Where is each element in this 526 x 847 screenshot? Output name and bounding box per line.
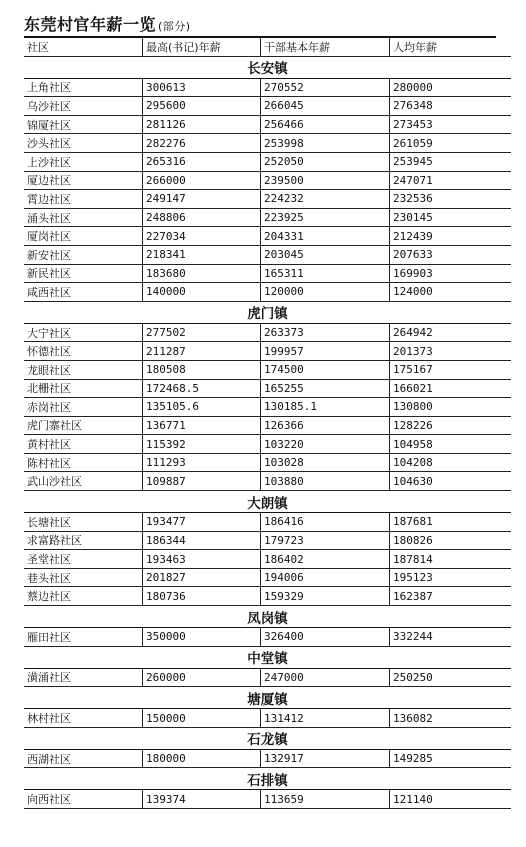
salary-table [24, 38, 511, 809]
table-row [24, 323, 511, 342]
average-salary-cell: 207633 [390, 245, 512, 264]
community-name-cell: 陈村社区 [24, 453, 143, 472]
town-name: 大朗镇 [24, 491, 511, 513]
community-name-cell: 新安社区 [24, 245, 143, 264]
cadre-salary-cell: 326400 [261, 628, 390, 647]
average-salary-cell: 169903 [390, 264, 512, 283]
table-row [24, 152, 511, 171]
community-name-cell: 虎门寨社区 [24, 416, 143, 435]
table-row [24, 628, 511, 647]
cadre-salary-cell: 131412 [261, 709, 390, 728]
average-salary-cell: 104958 [390, 435, 512, 454]
town-name: 石排镇 [24, 768, 511, 790]
table-row [24, 283, 511, 302]
table-row [24, 416, 511, 435]
community-name-cell: 沙头社区 [24, 134, 143, 153]
top-salary-cell: 249147 [143, 190, 261, 209]
average-salary-cell: 264942 [390, 323, 512, 342]
table-row [24, 749, 511, 768]
document-title [24, 12, 191, 35]
table-row [24, 171, 511, 190]
top-salary-cell: 277502 [143, 323, 261, 342]
community-name-cell: 锦厦社区 [24, 115, 143, 134]
town-name: 石龙镇 [24, 727, 511, 749]
top-salary-cell: 260000 [143, 668, 261, 687]
top-salary-cell: 180000 [143, 749, 261, 768]
table-row [24, 790, 511, 809]
community-name-cell: 怀德社区 [24, 342, 143, 361]
top-salary-cell: 136771 [143, 416, 261, 435]
town-heading-row [24, 687, 511, 709]
top-salary-cell: 109887 [143, 472, 261, 491]
table-row [24, 472, 511, 491]
table-row [24, 453, 511, 472]
cadre-salary-cell: 113659 [261, 790, 390, 809]
top-salary-cell: 193463 [143, 550, 261, 569]
cadre-salary-cell: 199957 [261, 342, 390, 361]
top-salary-cell: 180736 [143, 587, 261, 606]
town-heading-row [24, 768, 511, 790]
cadre-salary-cell: 103880 [261, 472, 390, 491]
community-name-cell: 北栅社区 [24, 379, 143, 398]
average-salary-cell: 232536 [390, 190, 512, 209]
top-salary-cell: 295600 [143, 97, 261, 116]
community-name-cell: 林村社区 [24, 709, 143, 728]
top-salary-cell: 193477 [143, 513, 261, 532]
table-row [24, 360, 511, 379]
average-salary-cell: 187814 [390, 550, 512, 569]
header-average-salary: 人均年薪 [390, 38, 512, 56]
town-name: 塘厦镇 [24, 687, 511, 709]
table-row [24, 709, 511, 728]
average-salary-cell: 247071 [390, 171, 512, 190]
cadre-salary-cell: 252050 [261, 152, 390, 171]
header-cadre-salary: 干部基本年薪 [261, 38, 390, 56]
average-salary-cell: 250250 [390, 668, 512, 687]
top-salary-cell: 281126 [143, 115, 261, 134]
header-top-salary: 最高(书记)年薪 [143, 38, 261, 56]
table-row [24, 342, 511, 361]
title-row [24, 8, 496, 34]
community-name-cell: 上角社区 [24, 78, 143, 97]
average-salary-cell: 104630 [390, 472, 512, 491]
average-salary-cell: 273453 [390, 115, 512, 134]
cadre-salary-cell: 186416 [261, 513, 390, 532]
average-salary-cell: 130800 [390, 398, 512, 417]
average-salary-cell: 149285 [390, 749, 512, 768]
top-salary-cell: 150000 [143, 709, 261, 728]
cadre-salary-cell: 179723 [261, 531, 390, 550]
table-row [24, 568, 511, 587]
town-heading-row [24, 491, 511, 513]
average-salary-cell: 187681 [390, 513, 512, 532]
top-salary-cell: 282276 [143, 134, 261, 153]
cadre-salary-cell: 120000 [261, 283, 390, 302]
cadre-salary-cell: 165255 [261, 379, 390, 398]
community-name-cell: 西湖社区 [24, 749, 143, 768]
average-salary-cell: 128226 [390, 416, 512, 435]
town-heading-row [24, 727, 511, 749]
cadre-salary-cell: 194006 [261, 568, 390, 587]
community-name-cell: 黄村社区 [24, 435, 143, 454]
average-salary-cell: 124000 [390, 283, 512, 302]
cadre-salary-cell: 103028 [261, 453, 390, 472]
average-salary-cell: 121140 [390, 790, 512, 809]
community-name-cell: 武山沙社区 [24, 472, 143, 491]
table-row [24, 264, 511, 283]
cadre-salary-cell: 263373 [261, 323, 390, 342]
average-salary-cell: 175167 [390, 360, 512, 379]
top-salary-cell: 350000 [143, 628, 261, 647]
top-salary-cell: 140000 [143, 283, 261, 302]
town-heading-row [24, 646, 511, 668]
town-name: 凤岗镇 [24, 606, 511, 628]
cadre-salary-cell: 204331 [261, 227, 390, 246]
salary-table-body [24, 38, 511, 809]
community-name-cell: 霄边社区 [24, 190, 143, 209]
community-name-cell: 求富路社区 [24, 531, 143, 550]
town-name: 中堂镇 [24, 646, 511, 668]
community-name-cell: 赤岗社区 [24, 398, 143, 417]
average-salary-cell: 180826 [390, 531, 512, 550]
cadre-salary-cell: 186402 [261, 550, 390, 569]
cadre-salary-cell: 132917 [261, 749, 390, 768]
table-row [24, 531, 511, 550]
cadre-salary-cell: 270552 [261, 78, 390, 97]
cadre-salary-cell: 159329 [261, 587, 390, 606]
average-salary-cell: 195123 [390, 568, 512, 587]
table-row [24, 190, 511, 209]
community-name-cell: 上沙社区 [24, 152, 143, 171]
cadre-salary-cell: 126366 [261, 416, 390, 435]
top-salary-cell: 266000 [143, 171, 261, 190]
average-salary-cell: 104208 [390, 453, 512, 472]
cadre-salary-cell: 130185.1 [261, 398, 390, 417]
table-row [24, 134, 511, 153]
cadre-salary-cell: 256466 [261, 115, 390, 134]
cadre-salary-cell: 253998 [261, 134, 390, 153]
top-salary-cell: 227034 [143, 227, 261, 246]
top-salary-cell: 211287 [143, 342, 261, 361]
header-community: 社区 [24, 38, 143, 56]
community-name-cell: 大宁社区 [24, 323, 143, 342]
community-name-cell: 厦边社区 [24, 171, 143, 190]
cadre-salary-cell: 247000 [261, 668, 390, 687]
cadre-salary-cell: 239500 [261, 171, 390, 190]
top-salary-cell: 180508 [143, 360, 261, 379]
town-name: 长安镇 [24, 56, 511, 78]
table-row [24, 513, 511, 532]
table-row [24, 435, 511, 454]
community-name-cell: 向西社区 [24, 790, 143, 809]
table-row [24, 227, 511, 246]
community-name-cell: 长塘社区 [24, 513, 143, 532]
average-salary-cell: 162387 [390, 587, 512, 606]
top-salary-cell: 111293 [143, 453, 261, 472]
average-salary-cell: 166021 [390, 379, 512, 398]
top-salary-cell: 139374 [143, 790, 261, 809]
average-salary-cell: 201373 [390, 342, 512, 361]
cadre-salary-cell: 203045 [261, 245, 390, 264]
community-name-cell: 巷头社区 [24, 568, 143, 587]
title-text: 东莞村官年薪一览 [24, 15, 157, 34]
town-heading-row [24, 606, 511, 628]
top-salary-cell: 201827 [143, 568, 261, 587]
top-salary-cell: 183680 [143, 264, 261, 283]
cadre-salary-cell: 103220 [261, 435, 390, 454]
top-salary-cell: 265316 [143, 152, 261, 171]
table-row [24, 78, 511, 97]
cadre-salary-cell: 223925 [261, 208, 390, 227]
cadre-salary-cell: 165311 [261, 264, 390, 283]
town-heading-row [24, 301, 511, 323]
top-salary-cell: 186344 [143, 531, 261, 550]
table-row [24, 379, 511, 398]
town-name: 虎门镇 [24, 301, 511, 323]
cadre-salary-cell: 174500 [261, 360, 390, 379]
table-row [24, 550, 511, 569]
table-row [24, 668, 511, 687]
table-row [24, 115, 511, 134]
average-salary-cell: 212439 [390, 227, 512, 246]
top-salary-cell: 172468.5 [143, 379, 261, 398]
table-row [24, 587, 511, 606]
average-salary-cell: 230145 [390, 208, 512, 227]
average-salary-cell: 332244 [390, 628, 512, 647]
community-name-cell: 龙眼社区 [24, 360, 143, 379]
cadre-salary-cell: 266045 [261, 97, 390, 116]
community-name-cell: 厦岗社区 [24, 227, 143, 246]
average-salary-cell: 136082 [390, 709, 512, 728]
salary-document [24, 8, 496, 809]
community-name-cell: 雁田社区 [24, 628, 143, 647]
title-note: (部分) [158, 20, 191, 33]
top-salary-cell: 135105.6 [143, 398, 261, 417]
top-salary-cell: 115392 [143, 435, 261, 454]
town-heading-row [24, 56, 511, 78]
community-name-cell: 蔡边社区 [24, 587, 143, 606]
average-salary-cell: 280000 [390, 78, 512, 97]
community-name-cell: 新民社区 [24, 264, 143, 283]
community-name-cell: 涌头社区 [24, 208, 143, 227]
cadre-salary-cell: 224232 [261, 190, 390, 209]
top-salary-cell: 248806 [143, 208, 261, 227]
table-row [24, 97, 511, 116]
community-name-cell: 咸西社区 [24, 283, 143, 302]
community-name-cell: 潢涌社区 [24, 668, 143, 687]
community-name-cell: 乌沙社区 [24, 97, 143, 116]
header-row [24, 38, 511, 56]
average-salary-cell: 261059 [390, 134, 512, 153]
community-name-cell: 圣堂社区 [24, 550, 143, 569]
top-salary-cell: 218341 [143, 245, 261, 264]
average-salary-cell: 276348 [390, 97, 512, 116]
average-salary-cell: 253945 [390, 152, 512, 171]
table-row [24, 245, 511, 264]
table-row [24, 208, 511, 227]
top-salary-cell: 300613 [143, 78, 261, 97]
table-row [24, 398, 511, 417]
